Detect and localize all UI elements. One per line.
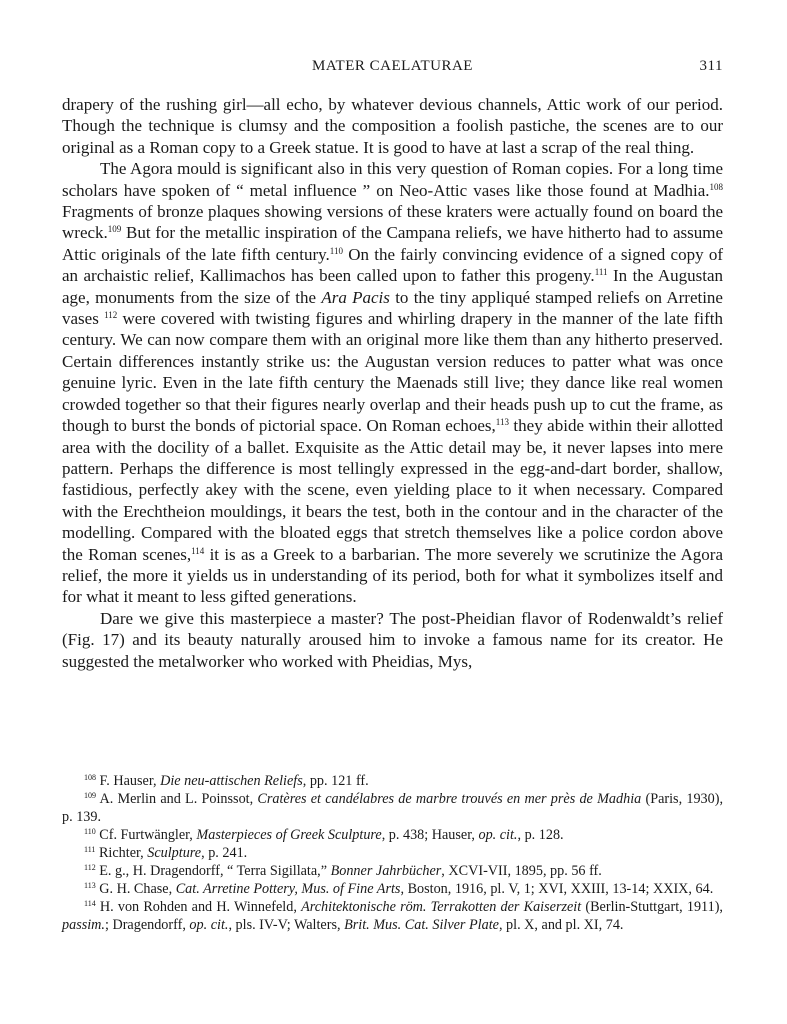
running-header	[62, 58, 723, 82]
footnote-ref[interactable]: 108	[709, 181, 723, 192]
footnote: $^{112}$ E. g., H. Dragendorff, “ Terra Sigillata,” Bonner Jahrbücher, XCVI-VII, 1895, pp. 56 ff.	[84, 863, 602, 879]
footnote: $^{110}$ Cf. Furtwängler, Masterpieces of Greek Sculpture, p. 438; Hauser, op. cit., p. 128.	[84, 827, 564, 843]
footnote-ref[interactable]: 113	[495, 417, 509, 428]
footnote: $^{109}$ A. Merlin and L. Poinssot, Cratères et candélabres de marbre trouvés en mer près de Madhia (Paris, 1930), p. 139.	[62, 791, 723, 825]
footnotes	[62, 772, 723, 934]
footnote-ref[interactable]: 110	[329, 245, 343, 256]
footnote: $^{114}$ H. von Rohden and H. Winnefeld, Architektonische röm. Terrakotten der Kaiserzeit (Berlin-Stuttgart, 1911), passim.; Dragendorff, op. cit., pls. IV-V; Walters, Brit. Mus. Cat. Silver Plate, pl. X, and pl. XI, 74.	[62, 899, 723, 933]
main-text	[62, 94, 723, 672]
footnote: $^{113}$ G. H. Chase, Cat. Arretine Pottery, Mus. of Fine Arts, Boston, 1916, pl. V, 1; XVI, XXIII, 13-14; XXIX, 64.	[84, 881, 714, 897]
paragraph: drapery of the rushing girl—all echo, by whatever devious channels, Attic work of our period. Though the technique is clumsy and the composition a foolish pastiche, the scenes are to our original as a Roman copy to a Greek statue. It is good to have at last a scrap of the real thing.	[62, 95, 723, 157]
paragraph: Dare we give this masterpiece a master? The post-Pheidian flavor of Rodenwaldt’s relief (Fig. 17) and its beauty naturally aroused him to invoke a famous name for its creator. He suggested the metalworker who worked with Pheidias, Mys,	[62, 608, 723, 671]
footnote-ref[interactable]: 111	[594, 267, 608, 278]
running-title: MATER CAELATURAE	[312, 58, 473, 74]
footnote-ref[interactable]: 109	[107, 224, 122, 235]
footnote-ref[interactable]: 114	[191, 545, 205, 556]
footnote: $^{111}$ Richter, Sculpture, p. 241.	[84, 845, 248, 861]
page-number: 311	[699, 58, 723, 74]
footnote-ref[interactable]: 112	[104, 310, 118, 321]
footnote: $^{108}$ F. Hauser, Die neu-attischen Reliefs, pp. 121 ff.	[84, 773, 369, 789]
paragraph: The Agora mould is significant also in this very question of Roman copies. For a long time scholars have spoken of “ metal influence ” on Neo-Attic vases like those found at Madhia.$^{108}$ Fragments of bronze plaques showing versions of these kraters were actually found on board the wreck.$^{109}$ But for the metallic inspiration of the Campana reliefs, we have hitherto had to assume Attic originals of the late fifth century.$^{110}$ On the fairly convincing evidence of a signed copy of an archaistic relief, Kallimachos has been called upon to father this progeny.$^{111}$ In the Augustan age, monuments from the size of the Ara Pacis to the tiny appliqué stamped reliefs on Arretine vases $^{112}$ were covered with twisting figures and whirling drapery in the manner of the late fifth century. We can now compare them with an original more like them than any hitherto preserved. Certain differences instantly strike us: the Augustan version reduces to patter what was once genuine lyric. Even in the late fifth century the Maenads still live; they dance like real women crowded together so that their figures nearly overlap and their heads push up to cut the frame, as though to burst the bonds of pictorial space. On Roman echoes,$^{113}$ they abide within their allotted area with the docility of a ballet. Exquisite as the Attic detail may be, it never lapses into mere pattern. Perhaps the difference is most tellingly expressed in the egg-and-dart border, shallow, fastidious, perfectly akey with the scene, even yielding place to it when necessary. Compared with the Erechtheion mouldings, it bears the test, both in the contour and in the character of the modelling. Compared with the bloated eggs that stretch themselves like a police cordon above the Roman scenes,$^{114}$ it is as a Greek to a barbarian. The more severely we scrutinize the Agora relief, the more it yields us in understanding of its period, both for what it symbolizes itself and for what it meant to less gifted generations.	[62, 159, 724, 607]
